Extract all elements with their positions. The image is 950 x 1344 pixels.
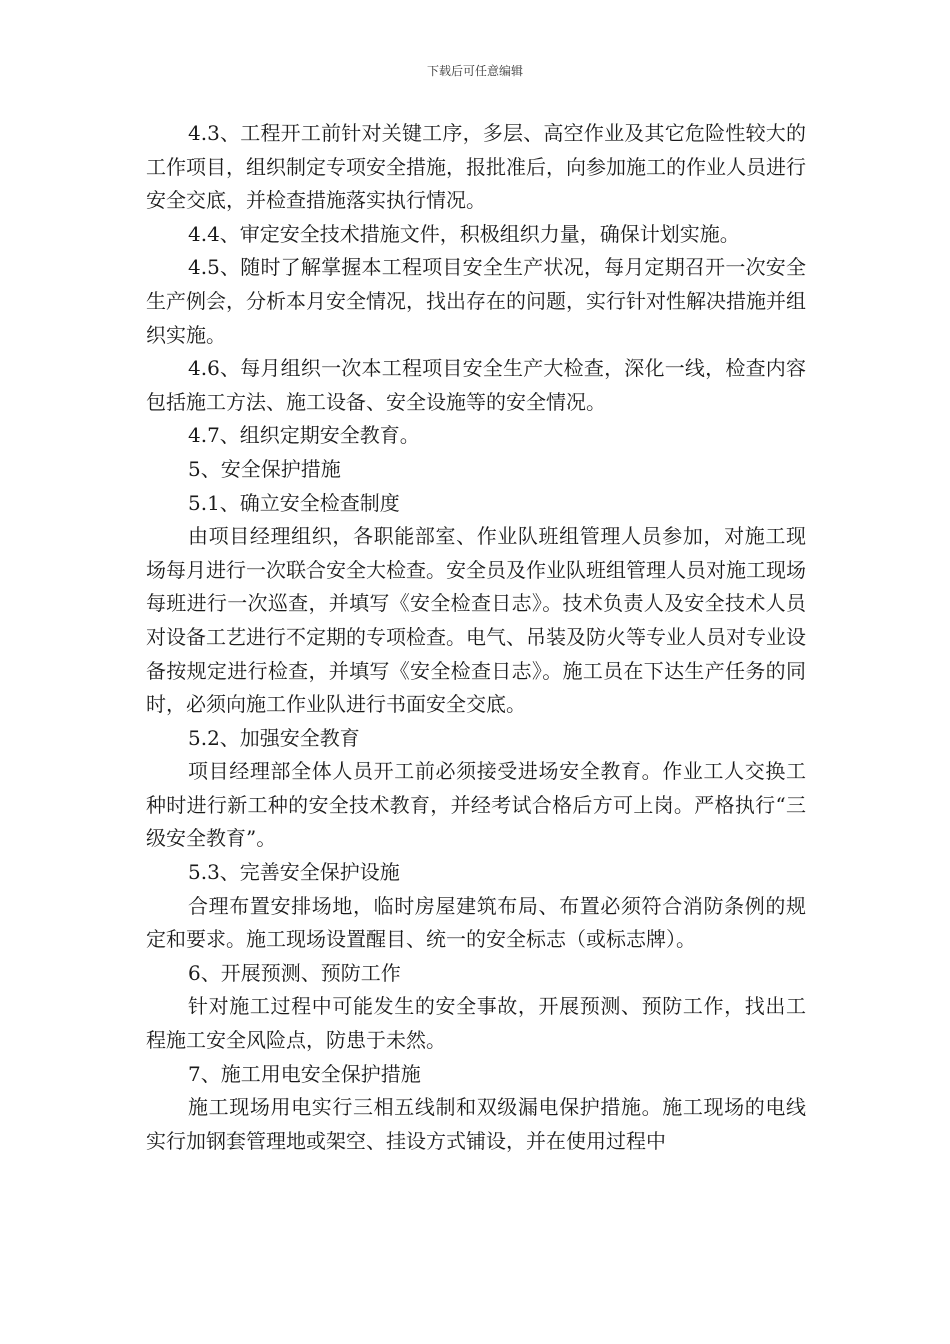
section-heading-5-3: 5.3、完善安全保护设施 bbox=[188, 860, 400, 885]
paragraph-4-6: 4.6、每月组织一次本工程项目安全生产大检查，深化一线，检查内容包括施工方法、施工设备、安全设施等的安全情况。 bbox=[146, 356, 806, 414]
section-heading-5: 5、安全保护措施 bbox=[188, 456, 341, 481]
paragraph-5-1: 由项目经理组织，各职能部室、作业队班组管理人员参加，对施工现场每月进行一次联合安全大检查。安全员及作业队班组管理人员对施工现场每班进行一次巡查，并填写《安全检查日志》。技术负责人及安全技术人员对设备工艺进行不定期的专项检查。电气、吊装及防火等专业人员对专业设备按规定进行检查，并填写《安全检查日志》。施工员在下达生产任务的同时，必须向施工作业队进行书面安全交底。 bbox=[146, 524, 806, 717]
section-heading-5-2: 5.2、加强安全教育 bbox=[188, 725, 360, 750]
section-heading-5-1: 5.1、确立安全检查制度 bbox=[188, 490, 400, 515]
paragraph-4-4: 4.4、审定安全技术措施文件，积极组织力量，确保计划实施。 bbox=[188, 221, 740, 246]
section-heading-7: 7、施工用电安全保护措施 bbox=[188, 1061, 421, 1086]
paragraph-5-2: 项目经理部全体人员开工前必须接受进场安全教育。作业工人交换工种时进行新工种的安全技术教育，并经考试合格后方可上岗。严格执行“三级安全教育”。 bbox=[146, 759, 806, 851]
page-header: 下载后可任意编辑 bbox=[426, 64, 523, 78]
paragraph-4-7: 4.7、组织定期安全教育。 bbox=[188, 423, 420, 448]
paragraph-5-3: 合理布置安排场地，临时房屋建筑布局、布置必须符合消防条例的规定和要求。施工现场设置醒目、统一的安全标志（或标志牌）。 bbox=[146, 893, 806, 952]
paragraph-4-3: 4.3、工程开工前针对关键工序，多层、高空作业及其它危险性较大的工作项目，组织制定专项安全措施，报批准后，向参加施工的作业人员进行安全交底，并检查措施落实执行情况。 bbox=[146, 121, 806, 213]
paragraph-7: 施工现场用电实行三相五线制和双级漏电保护措施。施工现场的电线实行加钢套管理地或架空、挂设方式铺设，并在使用过程中 bbox=[146, 1095, 806, 1153]
paragraph-6: 针对施工过程中可能发生的安全事故，开展预测、预防工作，找出工程施工安全风险点，防患于未然。 bbox=[146, 994, 806, 1053]
paragraph-4-5: 4.5、随时了解掌握本工程项目安全生产状况，每月定期召开一次安全生产例会，分析本月安全情况，找出存在的问题，实行针对性解决措施并组织实施。 bbox=[146, 255, 806, 347]
document-body bbox=[146, 117, 806, 1158]
section-heading-6: 6、开展预测、预防工作 bbox=[188, 960, 401, 985]
